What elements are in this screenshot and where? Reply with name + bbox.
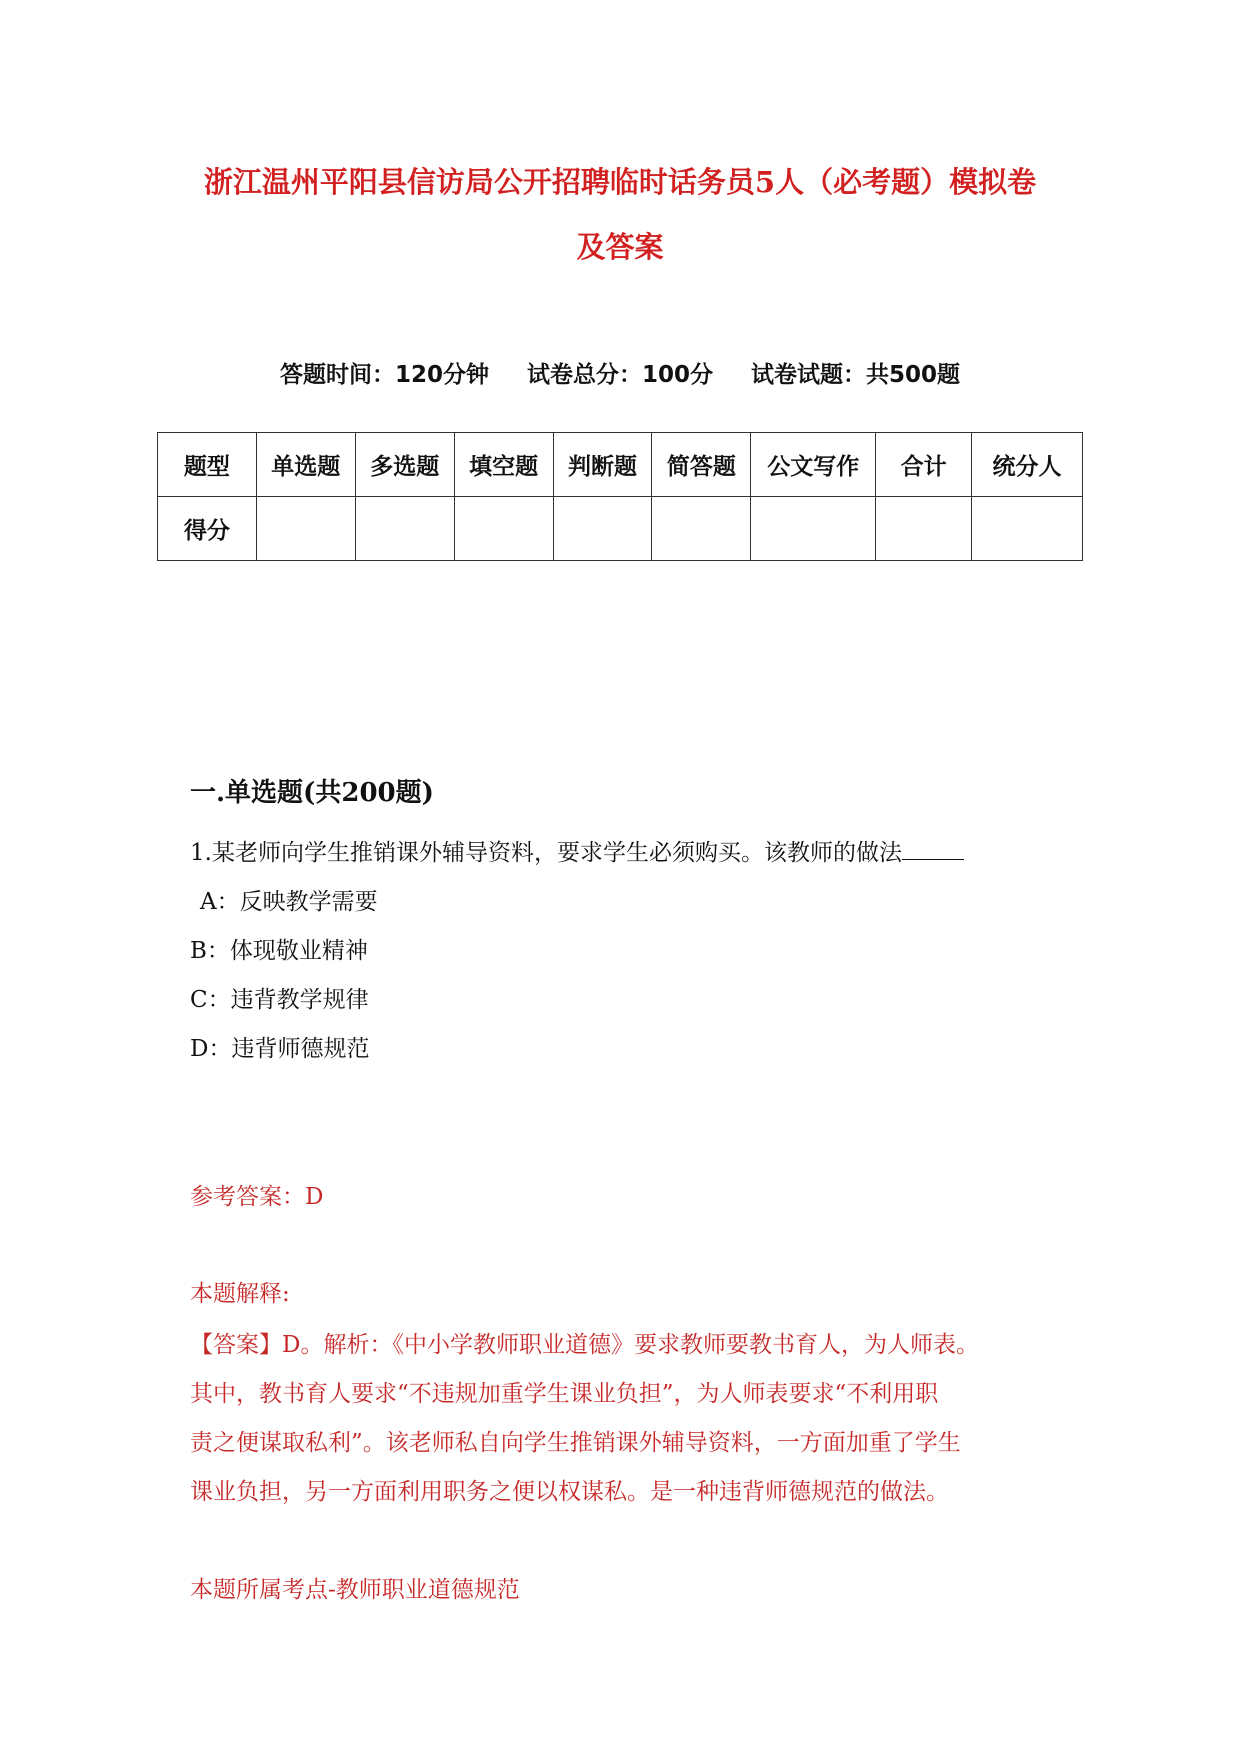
answer-blank [902, 839, 964, 860]
exam-info [0, 356, 1240, 389]
score-cell [454, 497, 553, 561]
header-cell-scorer: 统分人 [972, 433, 1083, 497]
score-table-header-row [158, 433, 1083, 497]
explanation-line: 责之便谋取私利”。该老师私自向学生推销课外辅导资料，一方面加重了学生 [190, 1430, 961, 1456]
score-cell [652, 497, 751, 561]
header-cell-single-choice: 单选题 [256, 433, 355, 497]
explanation-body [190, 1321, 1050, 1517]
score-cell [876, 497, 972, 561]
score-cell [355, 497, 454, 561]
explanation-line: 课业负担，另一方面利用职务之便以权谋私。是一种违背师德规范的做法。 [190, 1479, 949, 1505]
exam-total-score: 试卷总分：100分 [526, 362, 713, 388]
header-cell-question-type: 题型 [158, 433, 257, 497]
option-c: C：违背教学规律 [190, 987, 369, 1013]
score-cell [256, 497, 355, 561]
header-cell-official-writing: 公文写作 [751, 433, 876, 497]
explanation-line: 【答案】D。解析：《中小学教师职业道德》要求教师要教书育人，为人师表。 [190, 1332, 979, 1358]
score-cell [972, 497, 1083, 561]
score-table-score-row [158, 497, 1083, 561]
option-a: A：反映教学需要 [200, 889, 378, 915]
header-cell-total: 合计 [876, 433, 972, 497]
exam-time: 答题时间：120分钟 [279, 362, 489, 388]
explanation-label: 本题解释: [190, 1281, 290, 1307]
score-row-label: 得分 [158, 497, 257, 561]
question-stem [190, 834, 964, 867]
document-title-line-2: 及答案 [576, 230, 664, 264]
topic-label: 本题所属考点-教师职业道德规范 [190, 1577, 520, 1603]
reference-answer: 参考答案：D [190, 1184, 324, 1210]
score-cell [553, 497, 652, 561]
score-table [157, 432, 1083, 561]
section-heading: 一.单选题(共200题) [190, 778, 434, 808]
header-cell-fill-blank: 填空题 [454, 433, 553, 497]
explanation-line: 其中，教书育人要求“不违规加重学生课业负担”，为人师表要求“不利用职 [190, 1381, 939, 1407]
question-stem-text: 1.某老师向学生推销课外辅导资料，要求学生必须购买。该教师的做法 [190, 840, 902, 866]
document-title-line-1: 浙江温州平阳县信访局公开招聘临时话务员5人（必考题）模拟卷 [203, 165, 1037, 199]
score-cell [751, 497, 876, 561]
exam-question-count: 试卷试题：共500题 [751, 362, 961, 388]
option-b: B：体现敬业精神 [190, 938, 368, 964]
option-d: D：违背师德规范 [190, 1036, 370, 1062]
header-cell-short-answer: 简答题 [652, 433, 751, 497]
header-cell-true-false: 判断题 [553, 433, 652, 497]
header-cell-multiple-choice: 多选题 [355, 433, 454, 497]
